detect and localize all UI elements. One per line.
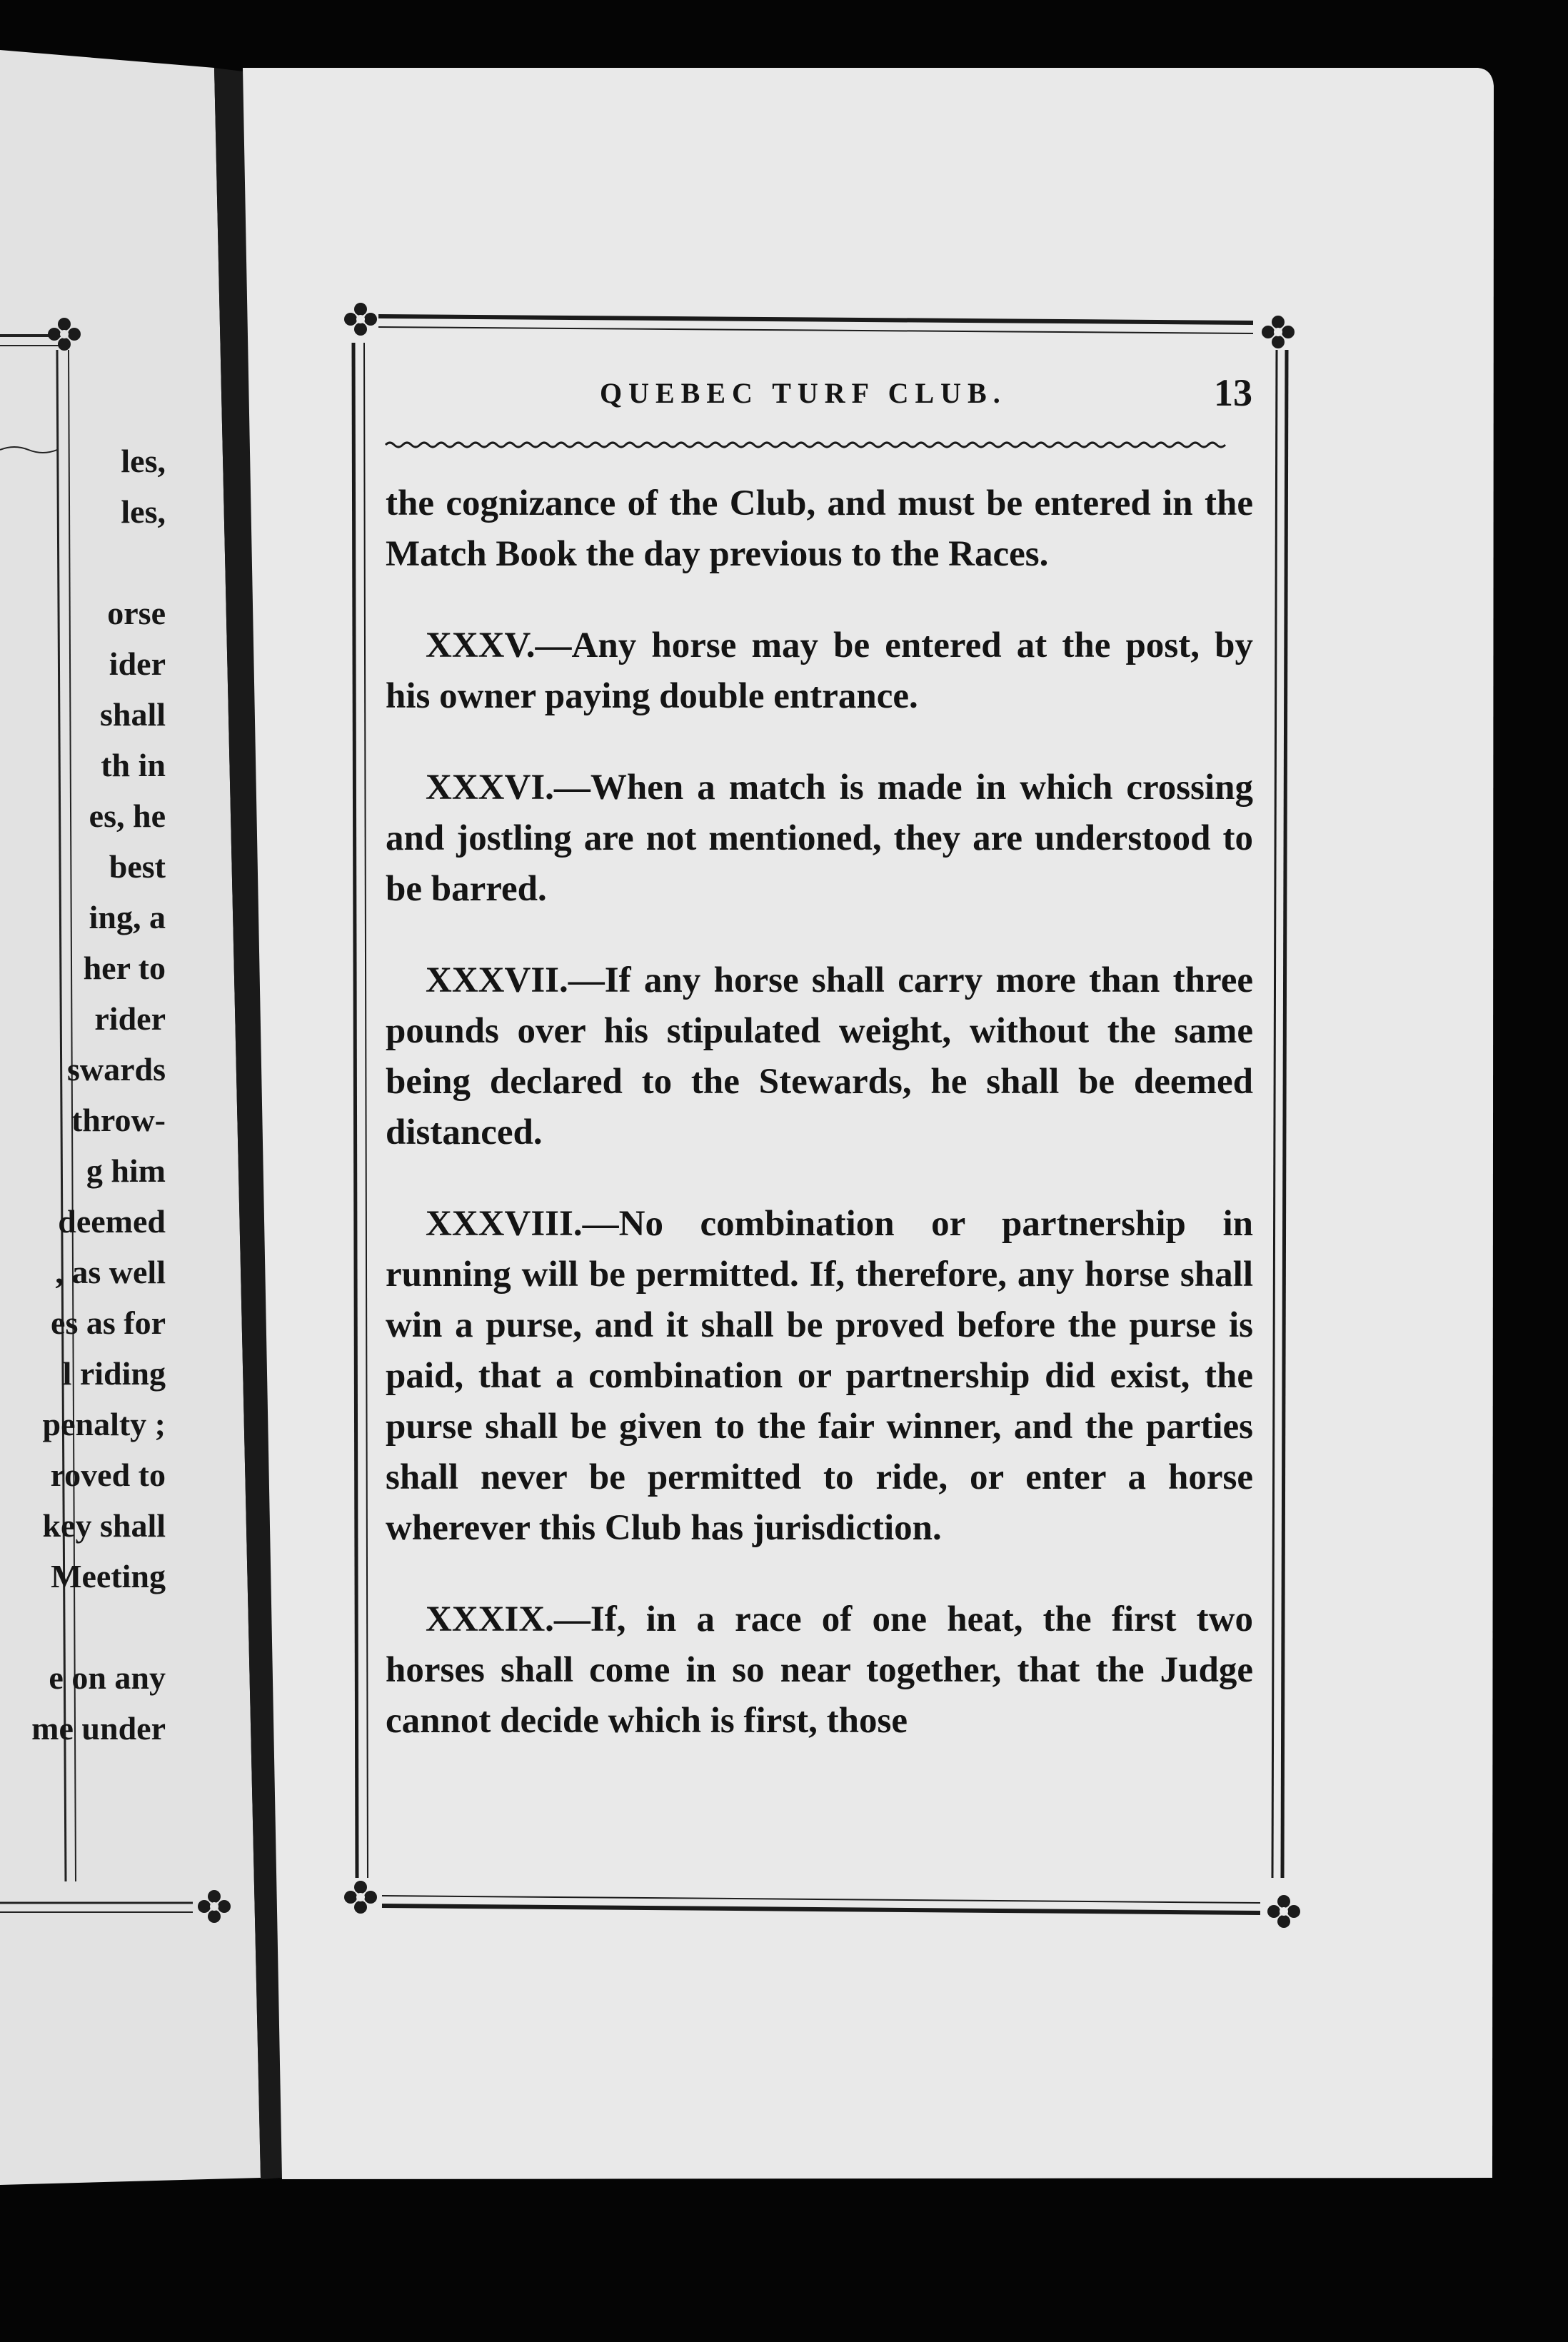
rule-xxxvi: XXXVI.—When a match is made in which crossing and jostling are not mentioned, they are understood to be barred.: [386, 768, 1253, 909]
facing-page-line: [0, 1602, 166, 1652]
facing-page-line: deemed: [58, 1203, 166, 1240]
rule-xxxix: XXXIX.—If, in a race of one heat, the first two horses shall come in so near together, that the Judge cannot decide which is first, those: [386, 1599, 1253, 1741]
facing-page-text: [0, 436, 166, 1754]
facing-page-line: orse: [107, 595, 166, 631]
facing-page-line: shall: [99, 696, 166, 733]
facing-page-line: key shall: [42, 1507, 166, 1544]
page-body: [386, 478, 1253, 1787]
page-number: 13: [1214, 371, 1252, 414]
facing-page-line: les,: [121, 493, 166, 530]
facing-page-line: es as for: [51, 1305, 166, 1341]
rule-xxxviii: XXXVIII.—No combination or partnership in running will be permitted. If, therefore, any horse shall win a purse, and it shall be proved before the purse is paid, that a combination or partnership did exist, the purse shall be given to the fair winner, and the parties shall never be permitted to ride, or enter a horse wherever this Club has jurisdiction.: [386, 1204, 1253, 1548]
facing-page-line: ing, a: [89, 899, 166, 935]
facing-page-line: les,: [121, 443, 166, 479]
facing-page-line: throw-: [71, 1102, 166, 1138]
facing-page-line: Meeting: [51, 1558, 166, 1594]
facing-page-line: th in: [101, 747, 166, 783]
facing-page-line: [0, 537, 166, 588]
facing-page-line: l riding: [62, 1355, 166, 1392]
rule-xxxv: XXXV.—Any horse may be entered at the post, by his owner paying double entrance.: [386, 625, 1253, 716]
facing-page-line: , as well: [55, 1254, 166, 1290]
facing-page-line: swards: [66, 1051, 166, 1087]
facing-page-line: her to: [83, 950, 166, 986]
facing-page-line: ider: [109, 645, 166, 682]
facing-page-line: me under: [31, 1710, 166, 1747]
facing-page-line: rider: [94, 1000, 166, 1037]
facing-page-line: best: [109, 848, 166, 885]
paragraph-continuation: the cognizance of the Club, and must be entered in the Match Book the day previous to the Races.: [386, 483, 1253, 574]
facing-page-line: es, he: [89, 798, 166, 834]
running-head: QUEBEC TURF CLUB.: [600, 377, 1007, 409]
page-header: [386, 361, 1264, 425]
facing-page-line: penalty ;: [42, 1406, 166, 1442]
facing-page-line: g him: [86, 1152, 166, 1189]
rule-xxxvii: XXXVII.—If any horse shall carry more than three pounds over his stipulated weight, without the same being declared to the Stewards, he shall be deemed distanced.: [386, 960, 1253, 1152]
facing-page-line: roved to: [50, 1457, 166, 1493]
facing-page-line: e on any: [49, 1659, 166, 1696]
